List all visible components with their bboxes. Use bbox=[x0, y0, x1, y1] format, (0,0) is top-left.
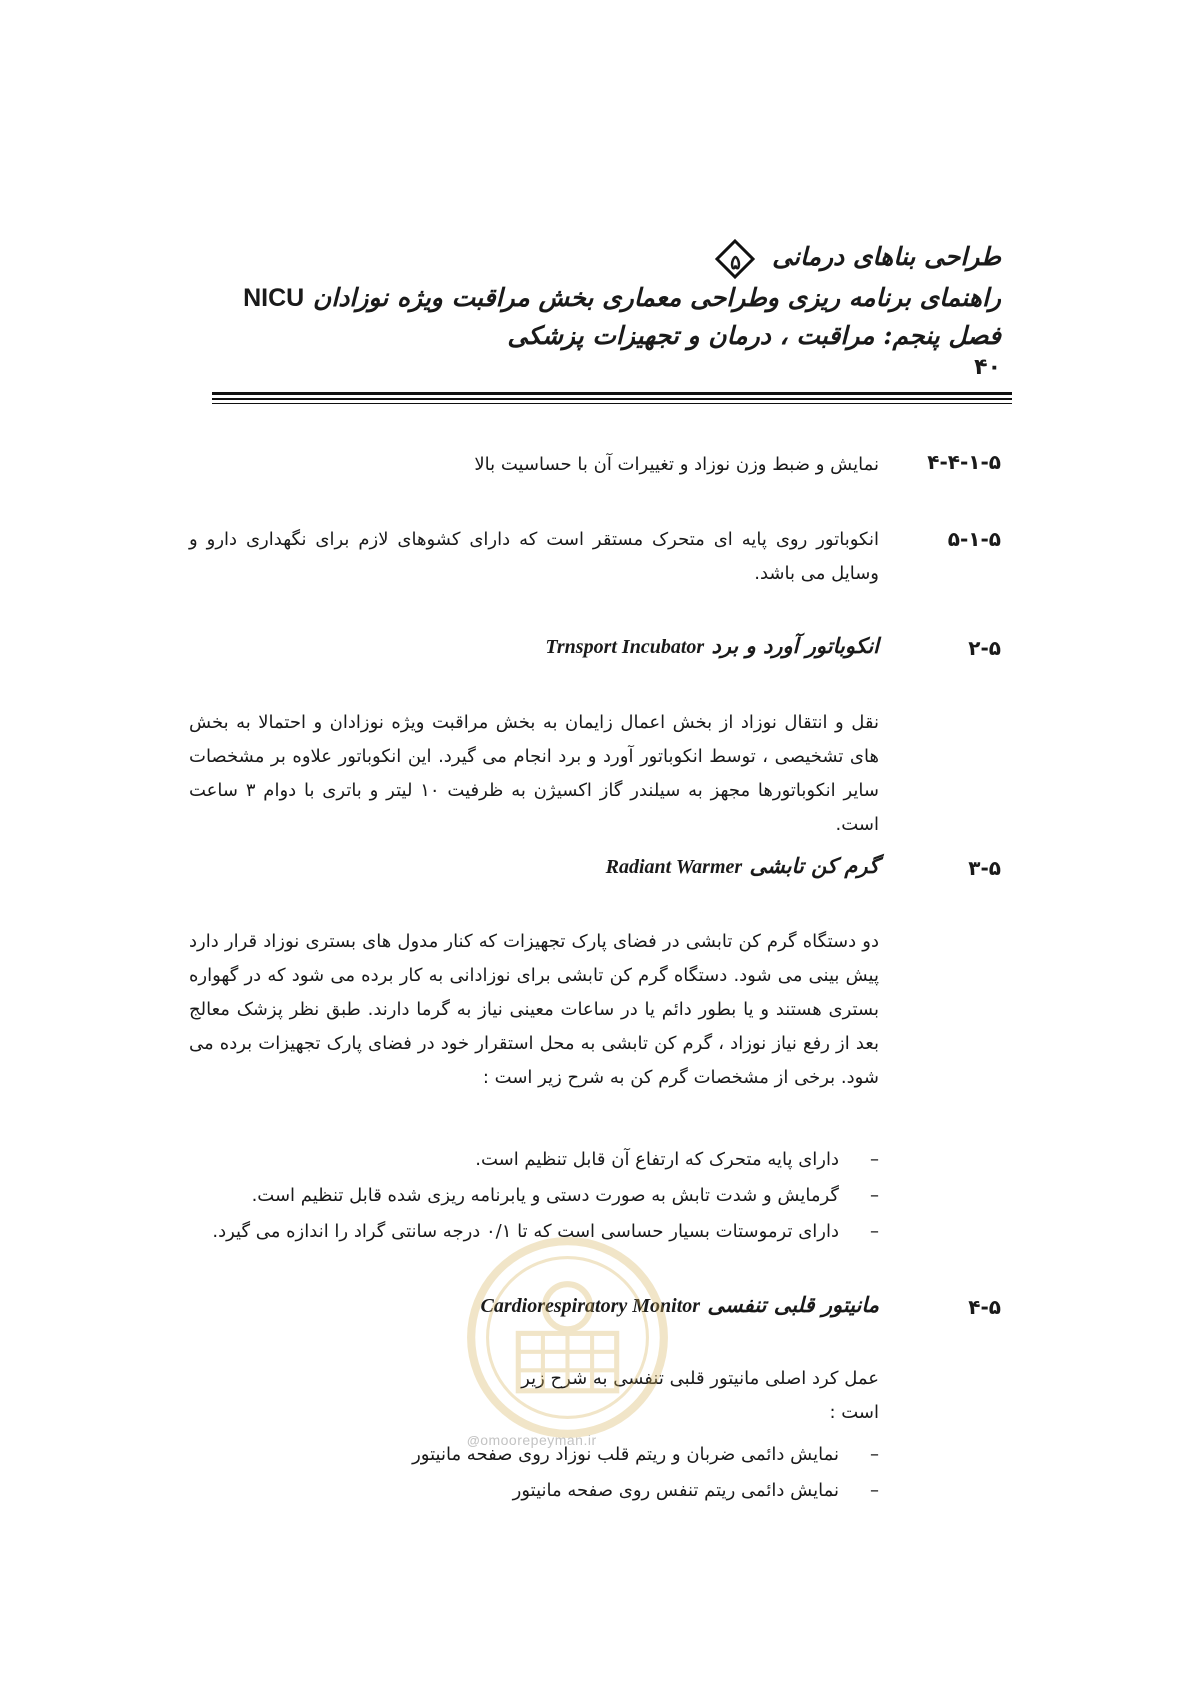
list-item: – دارای ترموستات بسیار حساسی است که تا ۰/۱ درجه سانتی گراد را اندازه می گیرد. bbox=[212, 1214, 879, 1250]
page-header bbox=[201, 238, 1001, 381]
section-heading bbox=[545, 633, 879, 659]
section-text: انکوباتور روی پایه ای متحرک مستقر است که دارای کشوهای لازم برای نگهداری دارو و وسایل می باشد. bbox=[189, 529, 879, 584]
section-text: نمایش و ضبط وزن نوزاد و تغییرات آن با حساسیت بالا bbox=[474, 454, 879, 475]
subtitle-line bbox=[201, 279, 1001, 317]
section-number: ۵-۱-۵ bbox=[947, 527, 1001, 551]
header-rule bbox=[212, 403, 1012, 404]
section-text: دو دستگاه گرم کن تابشی در فضای پارک تجهیزات که کنار مدول های بستری نوزاد قرار دارد پیش بینی می شود. دستگاه گرم کن تابشی برای نوزادانی به کار برده می شود که در گهواره بستری هستند و یا بطور دائم یا در ساعات معینی نیاز به گرما دارند. طبق نظر پزشک معالج بعد از رفع نیاز نوزاد ، گرم کن تابشی به محل استقرار خود در فضای پارک تجهیزات برده می شود. برخی از مشخصات گرم کن به شرح زیر است : bbox=[189, 931, 879, 1088]
dash-icon: – bbox=[870, 1149, 879, 1170]
subtitle: راهنمای برنامه ریزی وطراحی معماری بخش مراقبت ویژه نوزادان bbox=[312, 282, 1001, 312]
series-title-line bbox=[201, 238, 1001, 279]
section-text: نقل و انتقال نوزاد از بخش اعمال زایمان به بخش مراقبت ویژه نوزادان و احتمالا به بخش های تشخیصی ، توسط انکوباتور آورد و برد انجام می گیرد. این انکوباتور علاوه بر مشخصات سایر انکوباتورها مجهز به سیلندر گاز اکسیژن به ظرفیت ۱۰ لیتر و باتری با دوام ۳ ساعت است. bbox=[189, 712, 879, 835]
heading-en: Trnsport Incubator bbox=[545, 636, 705, 658]
watermark-text: @omoorepeyman.ir bbox=[467, 1432, 597, 1448]
list-item: – دارای پایه متحرک که ارتفاع آن قابل تنظیم است. bbox=[212, 1142, 879, 1178]
section-number: ۴-۵ bbox=[968, 1295, 1001, 1319]
dash-icon: – bbox=[870, 1185, 879, 1206]
section-number: ۳-۵ bbox=[968, 856, 1001, 880]
at-icon: @ bbox=[467, 1433, 481, 1448]
chapter-title: فصل پنجم: مراقبت ، درمان و تجهیزات پزشکی bbox=[507, 320, 1001, 350]
heading-en: Cardiorespiratory Monitor bbox=[480, 1295, 701, 1317]
heading-fa: مانیتور قلبی تنفسی bbox=[707, 1292, 879, 1317]
heading-fa: گرم کن تابشی bbox=[749, 853, 879, 878]
watermark-stamp-icon bbox=[465, 1235, 670, 1440]
dash-icon: – bbox=[870, 1480, 879, 1501]
dash-icon: – bbox=[870, 1444, 879, 1465]
series-title: طراحی بناهای درمانی bbox=[772, 242, 1001, 271]
section-number: ۲-۵ bbox=[968, 636, 1001, 660]
series-number: ۵ bbox=[730, 249, 741, 274]
section-text: عمل کرد اصلی مانیتور قلبی تنفسی به شرح زیر است : bbox=[521, 1368, 879, 1423]
subtitle-code: NICU bbox=[243, 283, 305, 312]
header-rule bbox=[212, 392, 1012, 395]
list-item: – نمایش دائمی ریتم تنفس روی صفحه مانیتور bbox=[412, 1473, 879, 1509]
list-item: – گرمایش و شدت تابش به صورت دستی و یابرنامه ریزی شده قابل تنظیم است. bbox=[212, 1178, 879, 1214]
header-rule bbox=[212, 398, 1012, 400]
section-number: ۴-۴-۱-۵ bbox=[927, 450, 1001, 474]
heading-en: Radiant Warmer bbox=[605, 856, 743, 878]
bullet-list bbox=[212, 1142, 879, 1250]
heading-fa: انکوباتور آورد و برد bbox=[711, 633, 879, 658]
series-number-badge bbox=[715, 239, 755, 279]
page-number: ۴۰ bbox=[974, 354, 1001, 380]
list-item: – نمایش دائمی ضربان و ریتم قلب نوزاد روی صفحه مانیتور bbox=[412, 1437, 879, 1473]
dash-icon: – bbox=[870, 1221, 879, 1242]
section-heading bbox=[606, 853, 879, 879]
